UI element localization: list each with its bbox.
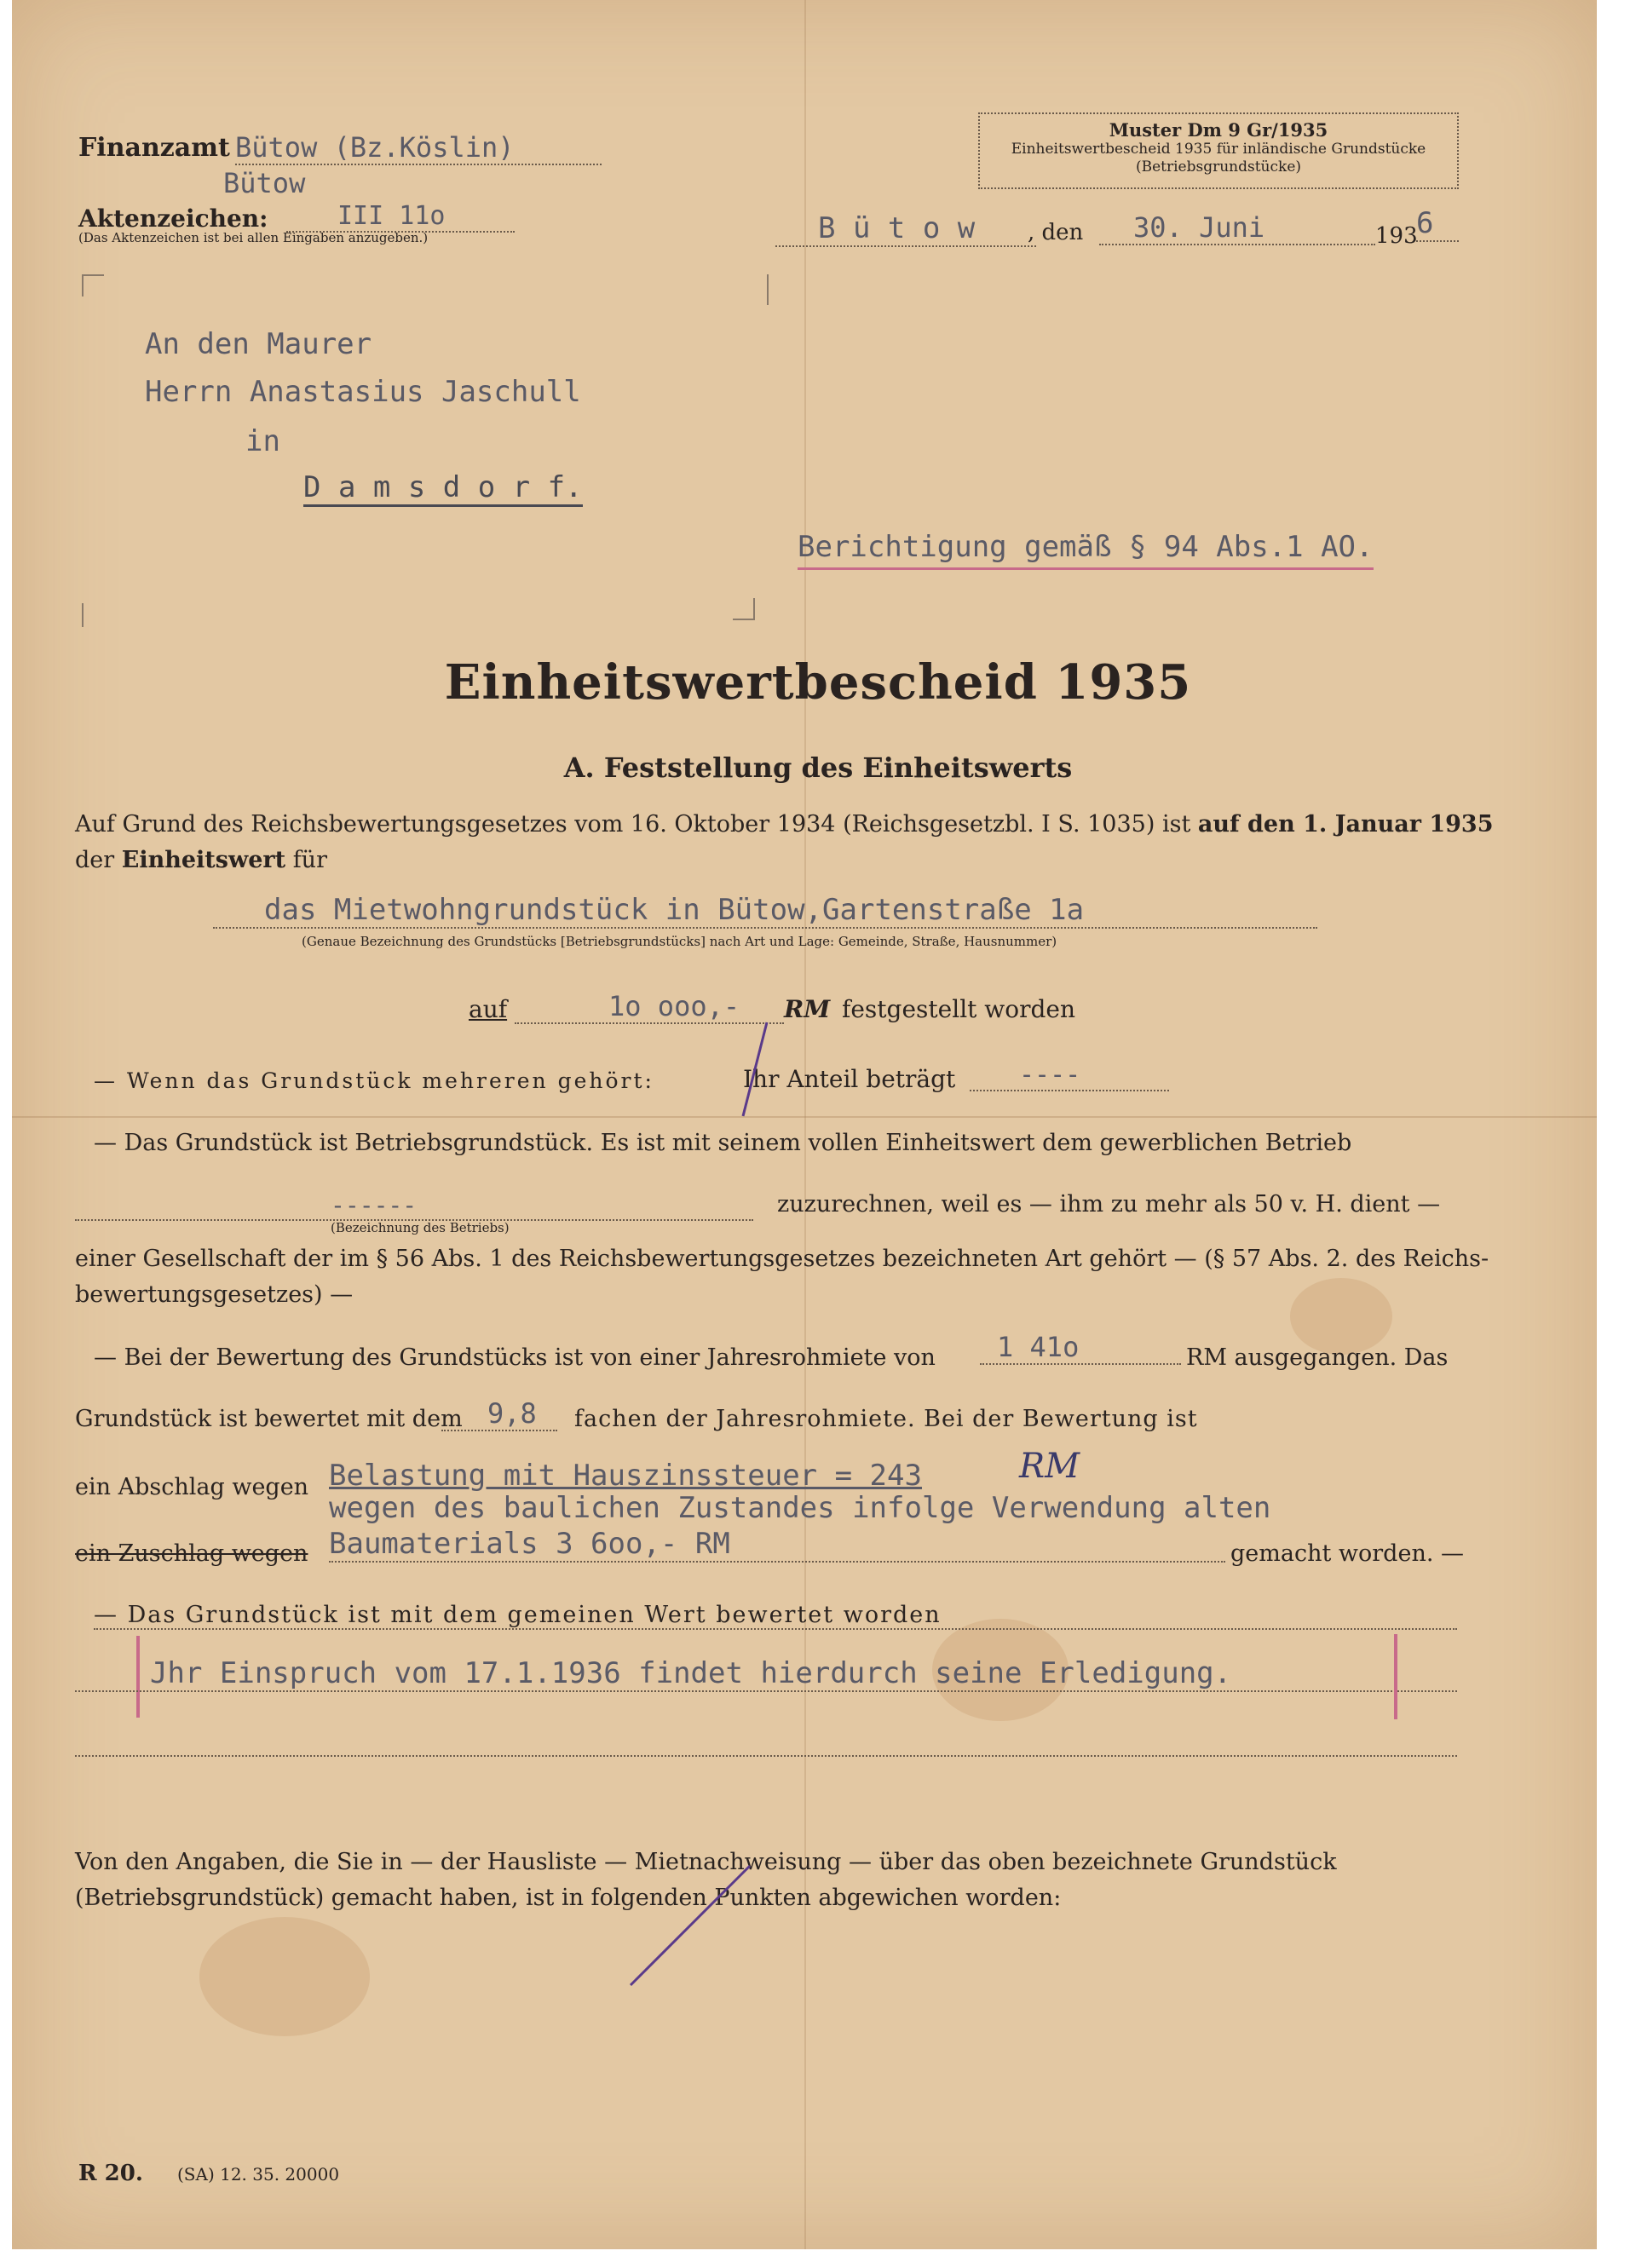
aktenzeichen-value: III 11o <box>286 201 515 233</box>
address-line: An den Maurer <box>145 327 372 361</box>
surcharge-label-struck: ein Zuschlag wegen <box>75 1540 308 1567</box>
valuation-text: RM ausgegangen. Das <box>1186 1344 1449 1371</box>
valuation-text: — Bei der Bewertung des Grundstücks ist von einer Jahresrohmiete von <box>94 1344 936 1371</box>
valuation-text: fachen der Jahresrohmiete. Bei der Bewertung ist <box>574 1406 1198 1432</box>
deduction-reason: Baumaterials 3 6oo,- RM <box>329 1527 1225 1563</box>
share-label: Ihr Anteil beträgt <box>743 1065 956 1093</box>
business-text: — Das Grundstück ist Betriebsgrundstück. Es ist mit seinem vollen Einheitswert dem gewerblichen Betrieb <box>94 1130 1352 1156</box>
date-value: 30. Juni <box>1099 211 1375 245</box>
business-text: bewertungsgesetzes) — <box>75 1281 354 1308</box>
correction-note: Berichtigung gemäß § 94 Abs.1 AO. <box>798 530 1374 570</box>
pen-stroke <box>743 1022 767 1116</box>
objection-note: Jhr Einspruch vom 17.1.1936 findet hierdurch seine Erledigung. <box>75 1656 1457 1692</box>
common-value-text: — Das Grundstück ist mit dem gemeinen Wert bewertet worden <box>94 1602 1457 1630</box>
valuation-text: Grundstück ist bewertet mit dem <box>75 1406 463 1432</box>
place-value: B ü t o w <box>775 211 1036 247</box>
form-model-line: Muster Dm 9 Gr/1935 <box>1109 119 1328 141</box>
print-info: (SA) 12. 35. 20000 <box>177 2164 340 2185</box>
assessed-value: 1o ooo,- <box>515 990 784 1024</box>
valuation-text: gemacht worden. — <box>1230 1540 1464 1567</box>
currency: RM <box>784 995 831 1023</box>
business-note: (Bezeichnung des Betriebs) <box>331 1220 510 1235</box>
property-note: (Genaue Bezeichnung des Grundstücks [Betriebsgrundstücks] nach Art und Lage: Gemeinde, Straße, Hausnummer) <box>302 934 1057 949</box>
form-code: R 20. <box>78 2161 143 2186</box>
deduction-label: ein Abschlag wegen <box>75 1474 309 1500</box>
deduction-reason: wegen des baulichen Zustandes infolge Verwendung alten <box>329 1491 1271 1525</box>
address-line: Herrn Anastasius Jaschull <box>145 375 581 409</box>
aktenzeichen-note: (Das Aktenzeichen ist bei allen Eingaben anzugeben.) <box>78 230 429 245</box>
share-value: ---- <box>970 1060 1169 1091</box>
owners-text: — Wenn das Grundstück mehreren gehört: <box>94 1068 654 1093</box>
year-digit: 6 <box>1416 206 1459 242</box>
section-heading: A. Feststellung des Einheitswerts <box>563 751 1073 784</box>
text-fragment: der <box>75 847 115 873</box>
address-line: in <box>245 424 280 458</box>
form-model-line: (Betriebsgrundstücke) <box>1135 158 1302 176</box>
deviation-text: Von den Angaben, die Sie in — der Hausliste — Mietnachweisung — über das oben bezeichnete Grundstück <box>75 1849 1337 1875</box>
address-town: D a m s d o r f. <box>303 470 583 507</box>
deduction-reason: Belastung mit Hauszinssteuer = 243 <box>329 1459 922 1493</box>
business-text: einer Gesellschaft der im § 56 Abs. 1 des Reichsbewertungsgesetzes bezeichneten Art gehört — (§ 57 Abs. 2. des Reichs- <box>75 1246 1489 1272</box>
multiplier: 9,8 <box>441 1397 557 1431</box>
amount-suffix: festgestellt worden <box>842 995 1076 1023</box>
property-description: das Mietwohngrundstück in Bütow,Gartenstraße 1a <box>213 893 1317 929</box>
year-prefix: 193 <box>1375 223 1418 249</box>
form-model-line: Einheitswertbescheid 1935 für inländische Grundstücke <box>1011 141 1426 158</box>
finanzamt-value: Bütow (Bz.Köslin) <box>235 131 602 165</box>
finanzamt-label: Finanzamt <box>78 133 230 163</box>
deviation-text: (Betriebsgrundstück) gemacht haben, ist in folgenden Punkten abgewichen worden: <box>75 1885 1062 1911</box>
document-title: Einheitswertbescheid 1935 <box>444 654 1192 711</box>
text-fragment: für <box>292 847 327 873</box>
business-text: zuzurechnen, weil es — ihm zu mehr als 50 v. H. dient — <box>777 1191 1441 1217</box>
aktenzeichen-label: Aktenzeichen: <box>78 204 268 233</box>
pen-stroke <box>631 1866 750 1985</box>
business-name: ------ <box>75 1191 753 1221</box>
handwritten-currency: RM <box>1019 1447 1080 1486</box>
date-label: , den <box>1028 220 1084 245</box>
text-fragment: Einheitswert <box>121 847 286 873</box>
reference-date: auf den 1. Januar 1935 <box>1197 811 1494 838</box>
annual-rent: 1 41o <box>980 1331 1181 1365</box>
legal-basis-text: Auf Grund des Reichsbewertungsgesetzes vom 16. Oktober 1934 (Reichsgesetzbl. I S. 1035) ist <box>75 811 1191 838</box>
amount-prefix: auf <box>469 995 508 1023</box>
finanzamt-value-second-line: Bütow <box>223 167 306 199</box>
